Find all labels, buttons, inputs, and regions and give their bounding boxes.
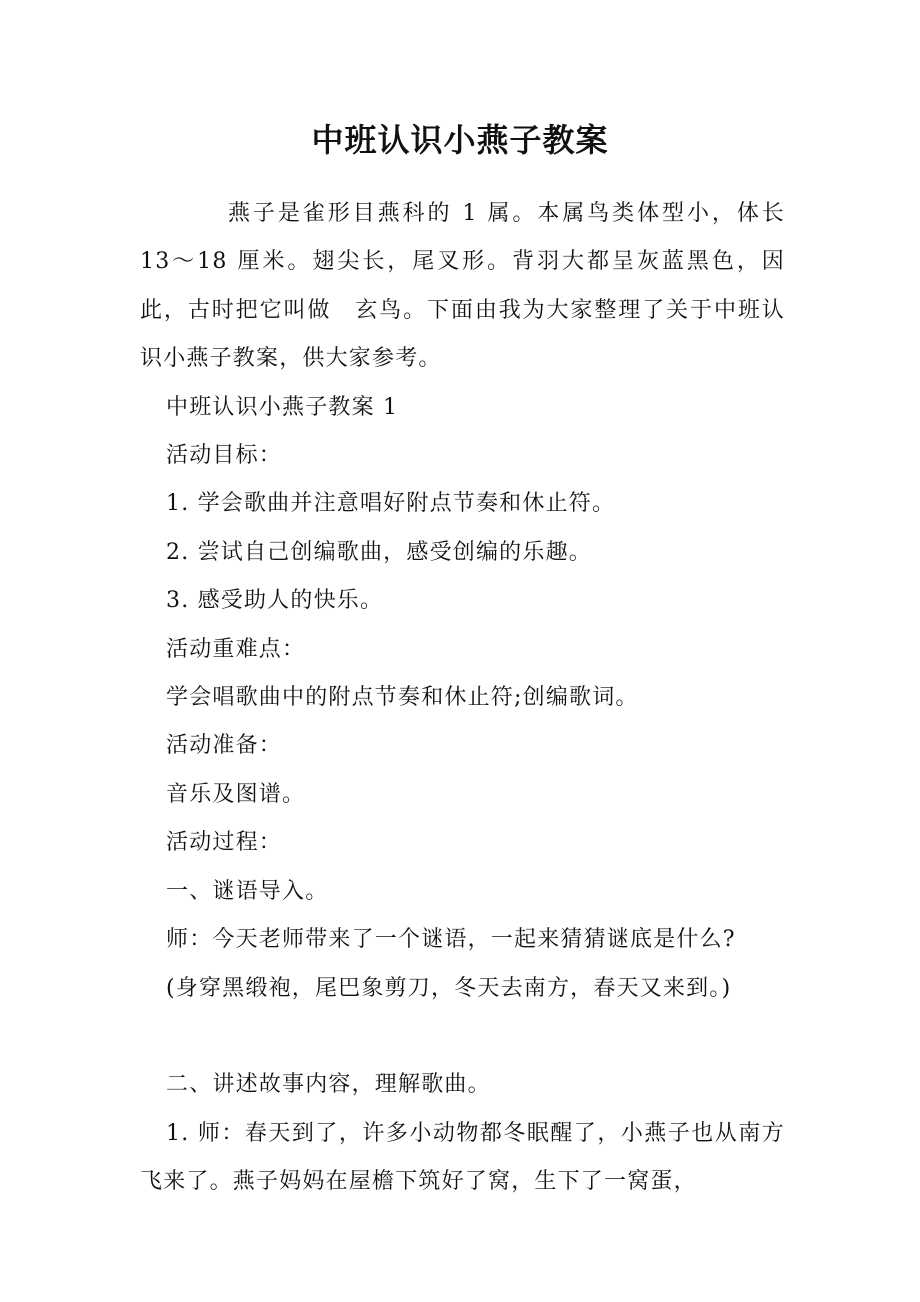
process-heading: 活动过程：: [166, 830, 283, 856]
story-paragraph: 1. 师：春天到了，许多小动物都冬眠醒了，小燕子也从南方飞来了。燕子妈妈在屋檐下筑好了窝，生下了一窝蛋，: [140, 1120, 785, 1195]
step-one-heading: 一、谜语导入。: [166, 878, 329, 904]
goal-item-3: 3. 感受助人的快乐。: [166, 588, 384, 614]
document-body: [140, 190, 785, 1207]
riddle-text: (身穿黑缎袍，尾巴象剪刀，冬天去南方，春天又来到。): [166, 975, 732, 1001]
intro-paragraph: 燕子是雀形目燕科的 1 属。本属鸟类体型小，体长 13～18 厘米。翅尖长，尾叉形。背羽大都呈灰蓝黑色，因此，古时把它叫做 玄鸟。下面由我为大家整理了关于中班认识小燕子教案，供大家参考。: [140, 201, 785, 372]
goals-heading: 活动目标：: [166, 443, 283, 469]
goal-item-2: 2. 尝试自己创编歌曲，感受创编的乐趣。: [166, 539, 592, 565]
preparation-heading: 活动准备：: [166, 733, 283, 759]
key-points-heading: 活动重难点：: [166, 636, 306, 662]
document-title: 中班认识小燕子教案: [311, 121, 609, 159]
blank-line: [140, 1013, 785, 1061]
riddle-intro: 师：今天老师带来了一个谜语，一起来猜猜谜底是什么?: [166, 927, 736, 953]
lesson-heading: 中班认识小燕子教案 1: [166, 394, 399, 420]
preparation-text: 音乐及图谱。: [166, 781, 306, 807]
key-points-text: 学会唱歌曲中的附点节奏和休止符;创编歌词。: [166, 685, 639, 711]
goal-item-1: 1. 学会歌曲并注意唱好附点节奏和休止符。: [166, 491, 616, 517]
step-two-heading: 二、讲述故事内容，理解歌曲。: [166, 1072, 491, 1098]
